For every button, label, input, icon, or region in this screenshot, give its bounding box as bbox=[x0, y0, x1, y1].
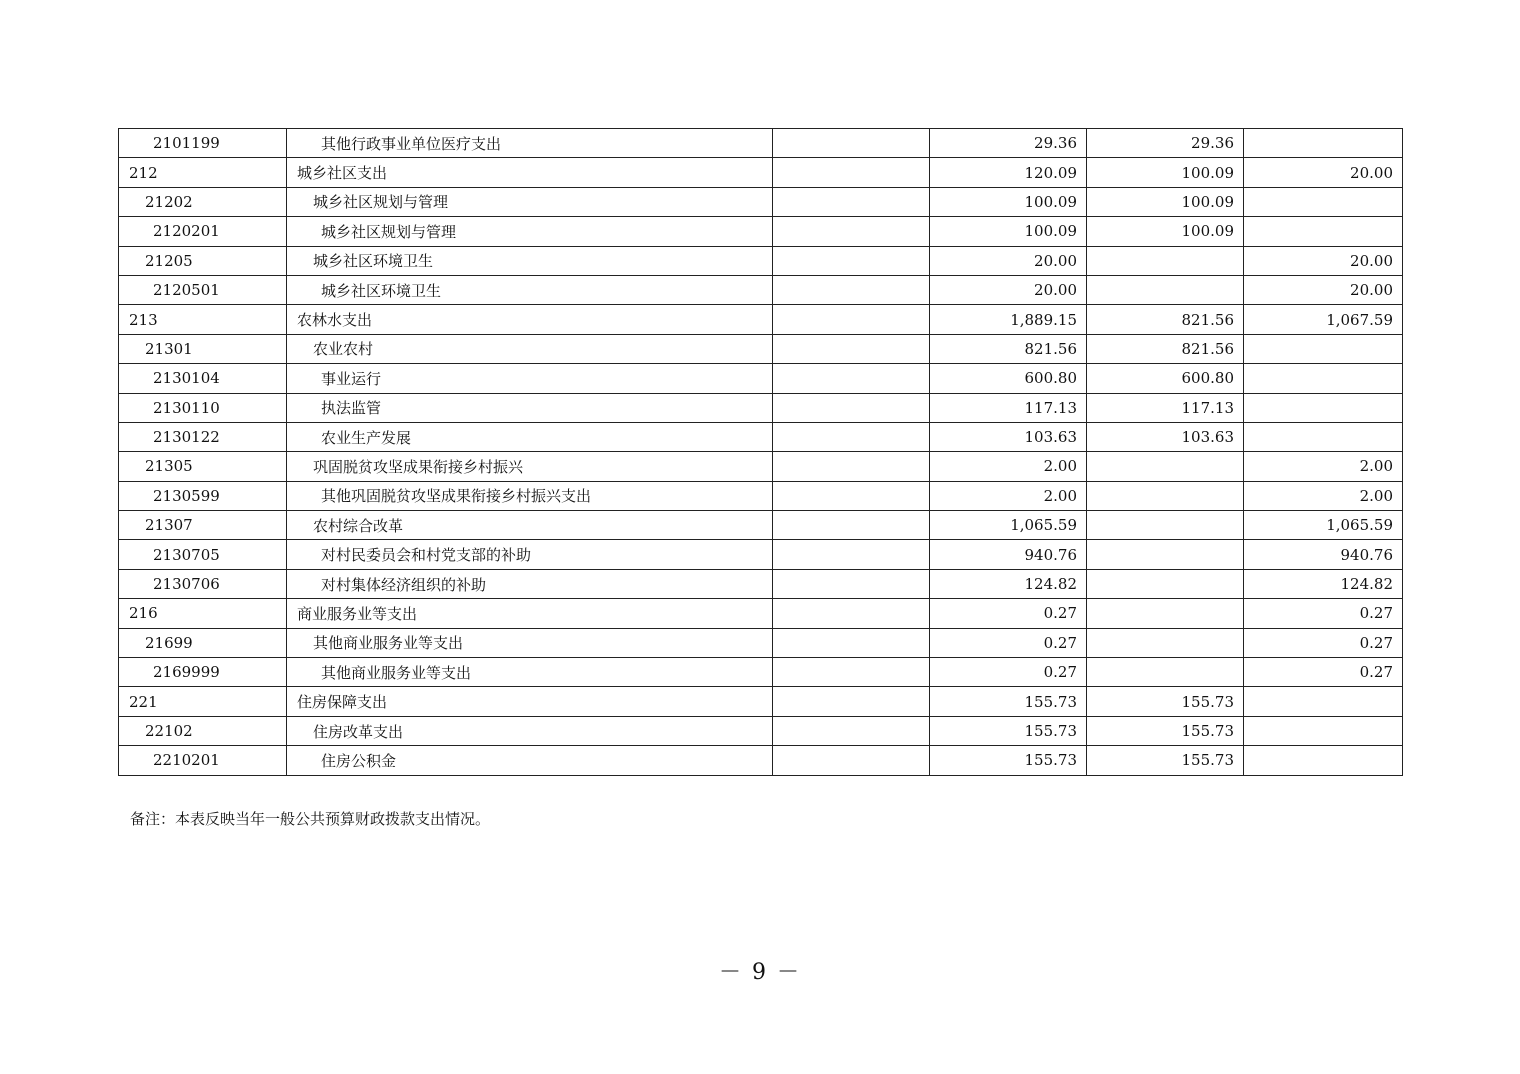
basic-expenditure-cell bbox=[1087, 275, 1244, 304]
table-row bbox=[119, 334, 1403, 363]
project-expenditure-cell bbox=[1244, 334, 1403, 363]
function-code-cell: 216 bbox=[119, 599, 287, 628]
total-amount-cell: 117.13 bbox=[930, 393, 1087, 422]
function-code-cell: 22102 bbox=[119, 716, 287, 745]
function-code-cell: 2120201 bbox=[119, 217, 287, 246]
table-row bbox=[119, 275, 1403, 304]
project-expenditure-cell: 0.27 bbox=[1244, 658, 1403, 687]
total-amount-cell: 2.00 bbox=[930, 481, 1087, 510]
function-code-cell: 2130122 bbox=[119, 422, 287, 451]
basic-expenditure-cell bbox=[1087, 540, 1244, 569]
function-name-cell: 事业运行 bbox=[287, 364, 773, 393]
table-row bbox=[119, 393, 1403, 422]
project-expenditure-cell: 1,065.59 bbox=[1244, 511, 1403, 540]
project-expenditure-cell: 0.27 bbox=[1244, 628, 1403, 657]
table-row bbox=[119, 187, 1403, 216]
function-name-cell: 农业生产发展 bbox=[287, 422, 773, 451]
project-expenditure-cell bbox=[1244, 129, 1403, 158]
budget-table-container bbox=[118, 128, 1402, 776]
function-name-cell: 住房保障支出 bbox=[287, 687, 773, 716]
total-amount-cell: 20.00 bbox=[930, 246, 1087, 275]
basic-expenditure-cell: 155.73 bbox=[1087, 716, 1244, 745]
function-name-cell: 其他商业服务业等支出 bbox=[287, 658, 773, 687]
function-code-cell: 221 bbox=[119, 687, 287, 716]
project-expenditure-cell bbox=[1244, 422, 1403, 451]
table-footnote: 备注：本表反映当年一般公共预算财政拨款支出情况。 bbox=[130, 810, 491, 828]
function-name-cell: 城乡社区环境卫生 bbox=[287, 275, 773, 304]
basic-expenditure-cell bbox=[1087, 658, 1244, 687]
function-name-cell: 其他巩固脱贫攻坚成果衔接乡村振兴支出 bbox=[287, 481, 773, 510]
function-name-cell: 住房改革支出 bbox=[287, 716, 773, 745]
function-name-cell: 城乡社区支出 bbox=[287, 158, 773, 187]
function-code-cell: 2130599 bbox=[119, 481, 287, 510]
basic-expenditure-cell: 29.36 bbox=[1087, 129, 1244, 158]
function-code-cell: 2120501 bbox=[119, 275, 287, 304]
function-code-cell: 2130110 bbox=[119, 393, 287, 422]
blank-cell bbox=[773, 746, 930, 775]
blank-cell bbox=[773, 364, 930, 393]
project-expenditure-cell bbox=[1244, 364, 1403, 393]
table-row bbox=[119, 452, 1403, 481]
basic-expenditure-cell: 100.09 bbox=[1087, 158, 1244, 187]
page-number: － 9 － bbox=[719, 960, 801, 985]
project-expenditure-cell bbox=[1244, 393, 1403, 422]
function-name-cell: 其他商业服务业等支出 bbox=[287, 628, 773, 657]
table-row bbox=[119, 217, 1403, 246]
project-expenditure-cell bbox=[1244, 217, 1403, 246]
function-name-cell: 城乡社区环境卫生 bbox=[287, 246, 773, 275]
project-expenditure-cell bbox=[1244, 716, 1403, 745]
blank-cell bbox=[773, 511, 930, 540]
basic-expenditure-cell: 155.73 bbox=[1087, 687, 1244, 716]
basic-expenditure-cell bbox=[1087, 452, 1244, 481]
table-row bbox=[119, 129, 1403, 158]
basic-expenditure-cell: 600.80 bbox=[1087, 364, 1244, 393]
function-name-cell: 城乡社区规划与管理 bbox=[287, 217, 773, 246]
blank-cell bbox=[773, 569, 930, 598]
function-name-cell: 商业服务业等支出 bbox=[287, 599, 773, 628]
table-row bbox=[119, 481, 1403, 510]
function-code-cell: 2130706 bbox=[119, 569, 287, 598]
table-row bbox=[119, 246, 1403, 275]
basic-expenditure-cell: 821.56 bbox=[1087, 305, 1244, 334]
blank-cell bbox=[773, 275, 930, 304]
total-amount-cell: 155.73 bbox=[930, 687, 1087, 716]
blank-cell bbox=[773, 687, 930, 716]
total-amount-cell: 124.82 bbox=[930, 569, 1087, 598]
function-name-cell: 城乡社区规划与管理 bbox=[287, 187, 773, 216]
basic-expenditure-cell bbox=[1087, 511, 1244, 540]
budget-table bbox=[118, 128, 1403, 776]
total-amount-cell: 1,065.59 bbox=[930, 511, 1087, 540]
blank-cell bbox=[773, 158, 930, 187]
blank-cell bbox=[773, 334, 930, 363]
function-name-cell: 其他行政事业单位医疗支出 bbox=[287, 129, 773, 158]
total-amount-cell: 155.73 bbox=[930, 716, 1087, 745]
basic-expenditure-cell: 117.13 bbox=[1087, 393, 1244, 422]
function-name-cell: 巩固脱贫攻坚成果衔接乡村振兴 bbox=[287, 452, 773, 481]
basic-expenditure-cell: 155.73 bbox=[1087, 746, 1244, 775]
function-code-cell: 2130705 bbox=[119, 540, 287, 569]
table-row bbox=[119, 687, 1403, 716]
basic-expenditure-cell: 821.56 bbox=[1087, 334, 1244, 363]
basic-expenditure-cell: 100.09 bbox=[1087, 187, 1244, 216]
basic-expenditure-cell bbox=[1087, 628, 1244, 657]
function-name-cell: 对村集体经济组织的补助 bbox=[287, 569, 773, 598]
blank-cell bbox=[773, 452, 930, 481]
table-row bbox=[119, 540, 1403, 569]
blank-cell bbox=[773, 422, 930, 451]
blank-cell bbox=[773, 246, 930, 275]
table-row bbox=[119, 658, 1403, 687]
function-code-cell: 213 bbox=[119, 305, 287, 334]
function-name-cell: 对村民委员会和村党支部的补助 bbox=[287, 540, 773, 569]
project-expenditure-cell: 20.00 bbox=[1244, 275, 1403, 304]
table-row bbox=[119, 746, 1403, 775]
blank-cell bbox=[773, 393, 930, 422]
project-expenditure-cell: 2.00 bbox=[1244, 452, 1403, 481]
table-body bbox=[119, 129, 1403, 776]
function-code-cell: 21205 bbox=[119, 246, 287, 275]
project-expenditure-cell bbox=[1244, 746, 1403, 775]
total-amount-cell: 940.76 bbox=[930, 540, 1087, 569]
total-amount-cell: 821.56 bbox=[930, 334, 1087, 363]
table-row bbox=[119, 305, 1403, 334]
table-row bbox=[119, 364, 1403, 393]
basic-expenditure-cell bbox=[1087, 569, 1244, 598]
blank-cell bbox=[773, 599, 930, 628]
blank-cell bbox=[773, 481, 930, 510]
project-expenditure-cell: 124.82 bbox=[1244, 569, 1403, 598]
total-amount-cell: 0.27 bbox=[930, 599, 1087, 628]
function-code-cell: 212 bbox=[119, 158, 287, 187]
total-amount-cell: 155.73 bbox=[930, 746, 1087, 775]
project-expenditure-cell: 940.76 bbox=[1244, 540, 1403, 569]
total-amount-cell: 100.09 bbox=[930, 217, 1087, 246]
function-code-cell: 2130104 bbox=[119, 364, 287, 393]
function-code-cell: 2210201 bbox=[119, 746, 287, 775]
total-amount-cell: 120.09 bbox=[930, 158, 1087, 187]
total-amount-cell: 100.09 bbox=[930, 187, 1087, 216]
function-code-cell: 21699 bbox=[119, 628, 287, 657]
blank-cell bbox=[773, 716, 930, 745]
project-expenditure-cell bbox=[1244, 187, 1403, 216]
function-code-cell: 21305 bbox=[119, 452, 287, 481]
basic-expenditure-cell bbox=[1087, 599, 1244, 628]
function-code-cell: 2169999 bbox=[119, 658, 287, 687]
table-row bbox=[119, 716, 1403, 745]
function-name-cell: 农村综合改革 bbox=[287, 511, 773, 540]
total-amount-cell: 29.36 bbox=[930, 129, 1087, 158]
function-code-cell: 21202 bbox=[119, 187, 287, 216]
total-amount-cell: 1,889.15 bbox=[930, 305, 1087, 334]
basic-expenditure-cell bbox=[1087, 246, 1244, 275]
blank-cell bbox=[773, 217, 930, 246]
total-amount-cell: 2.00 bbox=[930, 452, 1087, 481]
project-expenditure-cell: 20.00 bbox=[1244, 246, 1403, 275]
project-expenditure-cell: 1,067.59 bbox=[1244, 305, 1403, 334]
project-expenditure-cell: 2.00 bbox=[1244, 481, 1403, 510]
total-amount-cell: 0.27 bbox=[930, 658, 1087, 687]
function-code-cell: 21301 bbox=[119, 334, 287, 363]
project-expenditure-cell: 20.00 bbox=[1244, 158, 1403, 187]
function-name-cell: 住房公积金 bbox=[287, 746, 773, 775]
blank-cell bbox=[773, 658, 930, 687]
basic-expenditure-cell: 100.09 bbox=[1087, 217, 1244, 246]
blank-cell bbox=[773, 540, 930, 569]
function-code-cell: 2101199 bbox=[119, 129, 287, 158]
function-name-cell: 农业农村 bbox=[287, 334, 773, 363]
blank-cell bbox=[773, 305, 930, 334]
project-expenditure-cell bbox=[1244, 687, 1403, 716]
total-amount-cell: 103.63 bbox=[930, 422, 1087, 451]
project-expenditure-cell: 0.27 bbox=[1244, 599, 1403, 628]
blank-cell bbox=[773, 187, 930, 216]
blank-cell bbox=[773, 129, 930, 158]
basic-expenditure-cell: 103.63 bbox=[1087, 422, 1244, 451]
table-row bbox=[119, 422, 1403, 451]
table-row bbox=[119, 158, 1403, 187]
total-amount-cell: 20.00 bbox=[930, 275, 1087, 304]
function-code-cell: 21307 bbox=[119, 511, 287, 540]
blank-cell bbox=[773, 628, 930, 657]
total-amount-cell: 600.80 bbox=[930, 364, 1087, 393]
total-amount-cell: 0.27 bbox=[930, 628, 1087, 657]
function-name-cell: 执法监管 bbox=[287, 393, 773, 422]
table-row bbox=[119, 569, 1403, 598]
function-name-cell: 农林水支出 bbox=[287, 305, 773, 334]
table-row bbox=[119, 628, 1403, 657]
table-row bbox=[119, 511, 1403, 540]
table-row bbox=[119, 599, 1403, 628]
basic-expenditure-cell bbox=[1087, 481, 1244, 510]
